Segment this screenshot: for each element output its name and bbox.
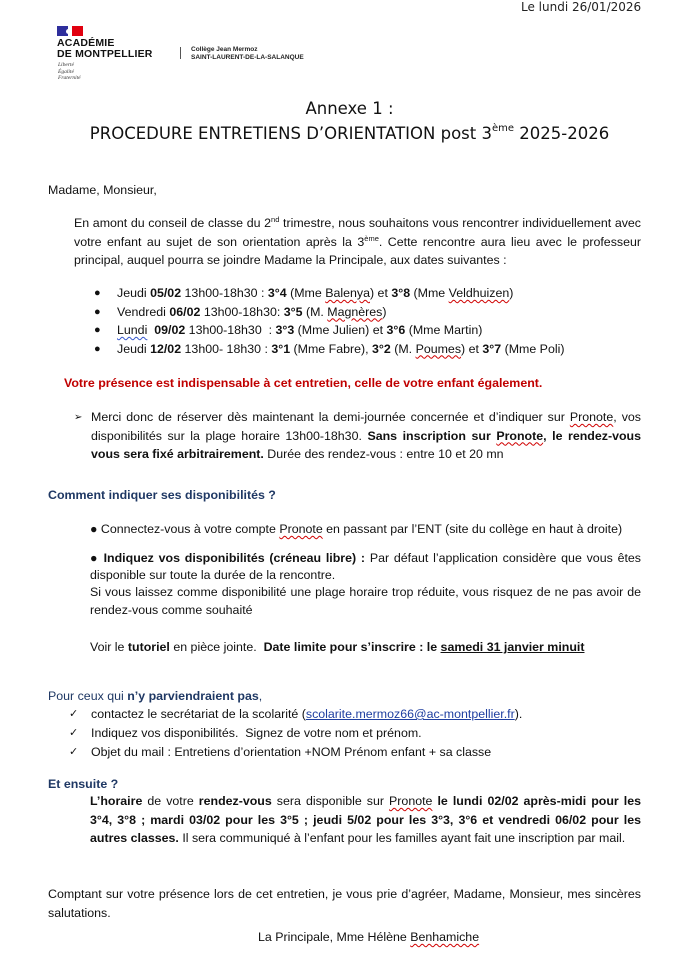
intro-text: En amont du conseil de classe du 2 xyxy=(74,216,272,230)
document-title xyxy=(0,96,699,146)
college-identity xyxy=(191,46,304,62)
checkmark-icon: ✓ xyxy=(69,708,79,720)
title-superscript: ème xyxy=(491,123,515,134)
pronote-word: Pronote xyxy=(496,428,544,443)
indicate-text: Par défaut l’application considère que vous êtes disponible sur toute la durée de la rencontre. xyxy=(90,551,641,582)
presence-required-notice: Votre présence est indispensable à cet entretien, celle de votre enfant également. xyxy=(64,376,543,390)
teacher-text: ) xyxy=(382,304,387,319)
teacher-text: (Mme Poli) xyxy=(501,341,565,356)
indicate-warning: Si vous laissez comme disponibilité une plage horaire trop réduite, vous risquez de ne pas avoir de rendez-vous comme souhaité xyxy=(90,585,641,617)
teacher-text: (M. xyxy=(302,304,328,319)
signature-name: Benhamiche xyxy=(410,930,480,944)
closing-paragraph: Comptant sur votre présence lors de cet entretien, je vous prie d’agréer, Madame, Monsieur, mes sincères salutations. xyxy=(48,887,641,920)
teacher-name: Veldhuizen xyxy=(448,286,510,300)
academy-line-1: ACADÉMIE xyxy=(57,37,115,49)
next-text: sera disponible sur xyxy=(271,794,390,808)
reservation-instructions xyxy=(74,408,641,464)
merci-bold: , le rendez-vous vous sera fixé arbitrairement. xyxy=(91,428,641,461)
arrow-bullet-icon: ➢ xyxy=(74,412,83,423)
next-bold: rendez-vous xyxy=(198,794,272,808)
tutorial-deadline xyxy=(90,638,584,657)
date: 09/02 xyxy=(147,323,186,337)
next-text: de votre xyxy=(142,794,199,808)
date: 12/02 xyxy=(150,341,182,356)
next-bold: L’horaire xyxy=(90,794,143,808)
merci-bold: Sans inscription sur xyxy=(367,428,497,443)
section-heading-how: Comment indiquer ses disponibilités ? xyxy=(48,488,276,502)
motto-liberte: Liberté xyxy=(58,62,74,68)
bullet-icon: ● xyxy=(94,324,101,336)
merci-duration: Durée des rendez-vous : entre 10 et 20 mn xyxy=(263,447,504,461)
pronote-word: Pronote xyxy=(389,794,433,808)
checklist-text: Indiquez vos disponibilités. Signez de votre nom et prénom. xyxy=(91,726,422,740)
class: 3°1 xyxy=(271,341,291,356)
next-text: Il sera communiqué à l’enfant pour les familles ayant fait une inscription par mail. xyxy=(178,831,626,845)
teacher-name: Poumes xyxy=(415,341,462,356)
teacher-text: ) et xyxy=(461,341,483,356)
title-line-1: Annexe 1 : xyxy=(305,99,394,118)
fallback-text: Pour ceux qui xyxy=(48,689,128,703)
teacher-text: (Mme Martin) xyxy=(405,323,483,337)
bullet-icon: ● xyxy=(94,342,101,355)
tutorial-text: en pièce jointe. xyxy=(169,640,264,654)
deadline-label: Date limite pour s’inscrire : le xyxy=(263,640,441,654)
intro-text: . Cette rencontre aura lieu avec le professeur principal, auquel pourra se joindre Madame la Principale, aux dates suivantes : xyxy=(74,234,641,267)
teacher-name: Balenya xyxy=(325,286,370,300)
french-flag-logo-icon xyxy=(57,26,83,36)
class: 3°8 xyxy=(391,286,411,300)
motto-fraternite: Fraternité xyxy=(58,75,81,81)
title-line-2 xyxy=(0,121,699,146)
pronote-word: Pronote xyxy=(279,522,323,536)
indicate-bold: ● Indiquez vos disponibilités (créneau libre) : xyxy=(90,551,366,565)
hours: 13h00-18h30: xyxy=(200,304,284,319)
day: Vendredi xyxy=(117,304,170,319)
pronote-word: Pronote xyxy=(569,410,614,424)
title-text: PROCEDURE ENTRETIENS D’ORIENTATION post 3 xyxy=(89,124,492,143)
teacher-text: (Mme Fabre), xyxy=(290,341,373,356)
email-link[interactable]: scolarite.mermoz66@ac-montpellier.fr xyxy=(305,707,515,721)
checkmark-icon: ✓ xyxy=(69,746,79,758)
teacher-text: (M. xyxy=(390,341,416,356)
teacher-text: ) et xyxy=(369,286,392,300)
flag-red-part xyxy=(72,26,83,36)
class: 3°5 xyxy=(283,304,303,319)
intro-text: trimestre, nous souhaitons vous rencontrer individuellement avec votre enfant au sujet de son orientation après la 3 xyxy=(74,216,642,249)
class: 3°2 xyxy=(372,341,391,356)
salutation: Madame, Monsieur, xyxy=(48,183,157,197)
logo-separator xyxy=(180,47,181,59)
intro-sup: ème xyxy=(364,233,379,243)
day: Lundi xyxy=(117,323,148,337)
connect-text: ● Connectez-vous à votre compte xyxy=(90,522,280,536)
date: 06/02 xyxy=(169,304,201,319)
college-city: SAINT-LAURENT-DE-LA-SALANQUE xyxy=(191,54,304,61)
schedule-info xyxy=(90,792,641,848)
connect-step xyxy=(90,520,622,539)
class: 3°4 xyxy=(267,286,287,300)
teacher-text: ) xyxy=(509,286,514,300)
bullet-icon: ● xyxy=(94,305,101,318)
hours: 13h00-18h30 : xyxy=(185,323,276,337)
teacher-text: (Mme xyxy=(410,286,449,300)
teacher-text: (Mme Julien) et xyxy=(294,323,387,337)
class: 3°7 xyxy=(482,341,502,356)
teacher-name: Magnères xyxy=(327,304,383,319)
bullet-icon: ● xyxy=(94,287,101,299)
flag-marianne-part xyxy=(66,29,71,34)
checklist-text: contactez le secrétariat de la scolarité ( xyxy=(91,707,306,721)
merci-text: , vos disponibilités sur la plage horaire 13h00-18h30. xyxy=(91,410,641,443)
class: 3°3 xyxy=(275,323,295,337)
tutorial-text: Voir le xyxy=(90,640,128,654)
merci-text: Merci donc de réserver dès maintenant la demi-journée concernée et d’indiquer sur xyxy=(91,410,570,424)
indicate-step xyxy=(90,550,641,619)
date: 05/02 xyxy=(150,286,182,300)
hours: 13h00-18h30 : xyxy=(181,286,268,300)
day: Jeudi xyxy=(117,341,151,356)
section-heading-next: Et ensuite ? xyxy=(48,777,119,791)
academy-name xyxy=(57,38,153,60)
academy-line-2: DE MONTPELLIER xyxy=(57,48,153,60)
intro-paragraph xyxy=(74,214,641,270)
fallback-text: , xyxy=(258,689,263,703)
college-name: Collège Jean Mermoz xyxy=(191,46,258,53)
checklist-text: ). xyxy=(514,707,523,721)
signature xyxy=(258,928,479,947)
document-date: Le lundi 26/01/2026 xyxy=(521,0,642,14)
republic-motto xyxy=(58,62,81,82)
signature-text: La Principale, Mme Hélène xyxy=(258,930,411,944)
class: 3°6 xyxy=(386,323,406,337)
checkmark-icon: ✓ xyxy=(69,727,79,739)
intro-sup: nd xyxy=(271,215,280,224)
day: Jeudi xyxy=(117,286,151,300)
fallback-heading xyxy=(48,687,262,706)
next-bold: le lundi 02/02 après-midi pour les 3°4, 3°8 ; mardi 03/02 pour les 3°5 ; jeudi 5/02 pour les 3°3, 3°6 et vendredi 06/02 pour les autres classes. xyxy=(90,794,641,845)
title-year: 2025-2026 xyxy=(514,124,610,143)
tutorial-bold: tutoriel xyxy=(127,640,170,654)
teacher-text: (Mme xyxy=(286,286,326,300)
fallback-bold: n’y parviendraient pas xyxy=(127,689,259,703)
connect-text: en passant par l’ENT (site du collège en haut à droite) xyxy=(322,522,623,536)
checklist-text: Objet du mail : Entretiens d’orientation +NOM Prénom enfant + sa classe xyxy=(91,745,492,759)
deadline-date: samedi 31 janvier minuit xyxy=(440,640,585,654)
motto-egalite: Égalité xyxy=(58,68,74,75)
hours: 13h00- 18h30 : xyxy=(181,341,272,356)
